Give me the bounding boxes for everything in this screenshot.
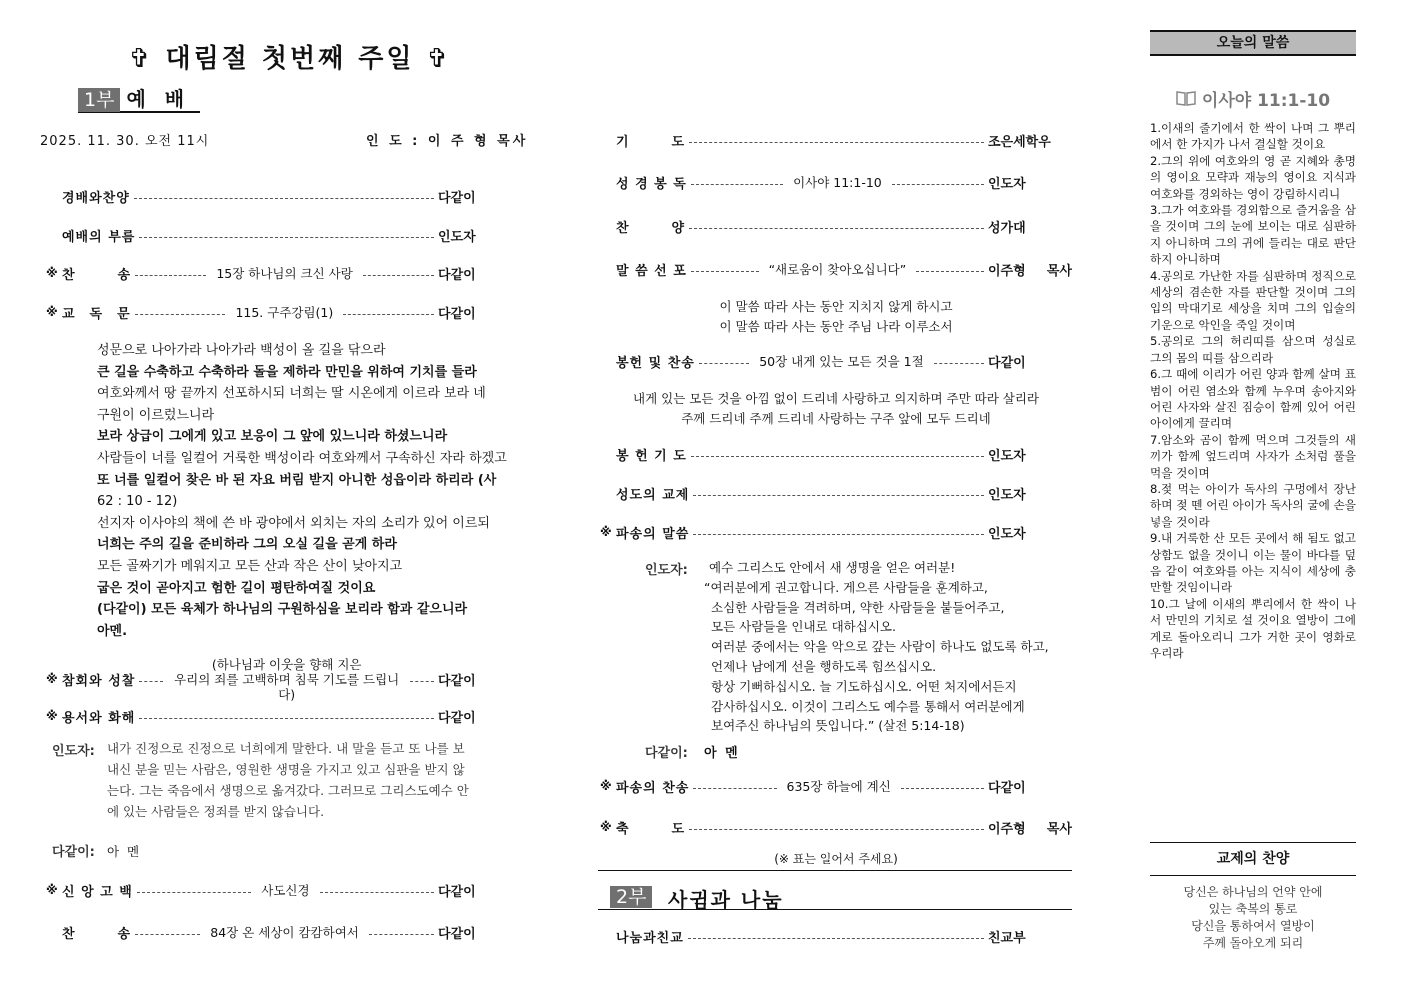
sidebar-heading: 오늘의 말씀 — [1150, 30, 1356, 56]
order-row: 기 도 조은세학우 — [616, 134, 1051, 150]
part2-label: 사귐과 나눔 — [668, 888, 784, 912]
order-row: 성 경 봉 독 이사야 11:1-10 인도자 — [616, 175, 1026, 192]
sending-all-label: 다같이: — [645, 746, 688, 761]
part1-label: 예 배 — [126, 87, 191, 111]
scripture-text: 1.이새의 줄기에서 한 싹이 나며 그 뿌리에서 한 가지가 나서 결실할 것이요 2.그의 위에 여호와의 영 곧 지혜와 총명의 영이요 모략과 재능의 영이요 지식과 여호와를 경외하는 영이 강림하시리니 3.그가 여호와를 경외함으로 즐거움을 삼을 것이며 그의 눈에 보이는 대로 심판하지 아니하며 그의 귀에 들리는 대로 판단하지 아니하며 4.공의로 가난한 자를 심판하며 정직으로 세상의 겸손한 자를 판단할 것이며 그의 입의 막대기로 세상을 치며 그의 입술의 기운으로 악인을 죽일 것이며 5.공의로 그의 허리띠를 삼으며 성실로 그의 몸의 띠를 삼으리라 6.그 때에 이리가 어린 양과 함께 살며 표범이 어린 염소와 함께 누우며 송아지와 어린 사자와 살진 짐승이 함께 있어 어린 아이에게 끌리며 7.암소와 곰이 함께 먹으며 그것들의 새끼가 함께 엎드리며 사자가 소처럼 풀을 먹을 것이며 8.젖 먹는 아이가 독사의 구멍에서 장난하며 젖 뗀 어린 아이가 독사의 굴에 손을 넣을 것이라 9.내 거룩한 산 모든 곳에서 해 됨도 없고 상함도 없을 것이니 이는 물이 바다를 덮음 같이 여호와를 아는 지식이 세상에 충만할 것임이니라 10.그 날에 이새의 뿌리에서 한 싹이 나서 만민의 기치로 설 것이요 열방이 그에게로 돌아오리니 그가 거한 곳이 영화로우리라 — [1150, 121, 1356, 660]
order-row: 경배와찬양 다같이 — [62, 190, 476, 206]
forgive-all-text: 아 멘 — [107, 844, 142, 859]
part1-heading — [78, 87, 200, 113]
order-row: ※ 찬 송 15장 하나님의 크신 사랑 다같이 — [46, 266, 476, 283]
part2-heading — [598, 870, 1072, 910]
order-row: 나눔과친교 친교부 — [616, 930, 1026, 946]
order-row: ※ 교 독 문 115. 구주강림(1) 다같이 — [46, 305, 476, 322]
page-title: ✞ 대림절 첫번째 주일 ✞ — [128, 44, 452, 74]
part1-number: 1부 — [78, 88, 120, 112]
offering-hymn-lines: 내게 있는 모든 것을 아낌 없이 드리네 사랑하고 의지하며 주만 따라 살리라 주께 드리네 주께 드리네 사랑하는 구주 앞에 모두 드리네 — [633, 391, 1039, 426]
fellowship-hymn-lyrics: 당신은 하나님의 언약 안에 있는 축복의 통로 당신을 통하여서 열방이 주께 돌아오게 되리 — [1183, 885, 1323, 950]
part2-number: 2부 — [610, 886, 652, 908]
sending-leader-label: 인도자: — [645, 563, 688, 578]
sending-all-text: 아 멘 — [704, 746, 740, 761]
forgive-all-label: 다같이: — [52, 845, 95, 860]
order-row: ※ 신 앙 고 백 사도신경 다같이 — [46, 883, 476, 900]
order-row: 봉 헌 기 도 인도자 — [616, 448, 1026, 464]
fellowship-hymn-heading: 교제의 찬양 — [1150, 842, 1356, 876]
order-row: 성도의 교제 인도자 — [616, 487, 1026, 503]
order-row: ※ 파송의 말씀 인도자 — [600, 525, 1026, 542]
service-leader: 인 도 : 이 주 형 목사 — [366, 134, 529, 149]
stand-note: (※ 표는 일어서 주세요) — [774, 852, 898, 866]
book-icon — [1176, 90, 1196, 111]
verse-reference — [1150, 86, 1356, 111]
forgive-leader-label: 인도자: — [52, 744, 95, 759]
order-row: 예배의 부름 인도자 — [62, 229, 476, 245]
verse-ref-text: 이사야 11:1-10 — [1201, 91, 1331, 111]
order-row-confession: ※ 참회와 성찰 (하나님과 이웃을 향해 지은 우리의 죄를 고백하며 침묵 기도를 드립니다) 다같이 — [46, 656, 476, 702]
order-row: 말 씀 선 포 “새로움이 찾아오십니다” 이주형 목사 — [616, 262, 1072, 279]
sermon-lines: 이 말씀 따라 사는 동안 지치지 않게 하시고 이 말씀 따라 사는 동안 주님 나라 이루소서 — [719, 299, 953, 334]
responsive-reading: 성문으로 나아가라 나아가라 백성이 올 길을 닦으라 큰 길을 수축하고 수축하라 돌을 제하라 만민을 위하여 기치를 들라 여호와께서 땅 끝까지 선포하시되 너희는 딸 시온에게 이르라 보라 네 구원이 이르렀느니라 보라 상급이 그에게 있고 보응이 그 앞에 있느니라 하셨느니라 사람들이 너를 일컬어 거룩한 백성이라 여호와께서 구속하신 자라 하겠고 또 너를 일컬어 찾은 바 된 자요 버림 받지 아니한 성읍이라 하리라 (사 62 : 10 - 12) 선지자 이사야의 책에 쓴 바 광야에서 외치는 자의 소리가 있어 이르되 너희는 주의 길을 준비하라 그의 오실 길을 곧게 하라 모든 골짜기가 메워지고 모든 산과 작은 산이 낮아지고 굽은 것이 곧아지고 험한 길이 평탄하여질 것이요 (다같이) 모든 육체가 하나님의 구원하심을 보리라 함과 같으니라 아멘. — [97, 343, 507, 639]
order-row: ※ 용서와 화해 다같이 — [46, 709, 476, 726]
order-row-offering: 봉헌 및 찬송 50장 내게 있는 모든 것을 1절 다같이 — [616, 354, 1026, 371]
service-datetime: 2025. 11. 30. 오전 11시 — [40, 134, 210, 149]
order-row: 찬 송 84장 온 세상이 캄캄하여서 다같이 — [62, 925, 476, 942]
order-row: ※ 축 도 이주형 목사 — [600, 820, 1072, 837]
sending-text: 예수 그리스도 안에서 새 생명을 얻은 여러분! “여러분에게 권고합니다. 게으른 사람들을 훈계하고, 소심한 사람들을 격려하며, 약한 사람들을 붙들어주고, 모든 사람들을 인내로 대하십시오. 여러분 중에서는 악을 악으로 갚는 사람이 하나도 없도록 하고, 언제나 남에게 선을 행하도록 힘쓰십시오. 항상 기뻐하십시오. 늘 기도하십시오. 어떤 처지에서든지 감사하십시오. 이것이 그리스도 예수를 통해서 여러분에게 보여주신 하나님의 뜻입니다.” (살전 5:14-18) — [704, 560, 1049, 734]
order-row: ※ 파송의 찬송 635장 하늘에 계신 다같이 — [600, 779, 1026, 796]
forgive-text: 내가 진정으로 진정으로 너희에게 말한다. 내 말을 듣고 또 나를 보 내신 분을 믿는 사람은, 영원한 생명을 가지고 있고 심판을 받지 않 는다. 그는 죽음에서 생명으로 옮겨갔다. 그러므로 그리스도예수 안 에 있는 사람들은 정죄를 받지 않습니다. — [107, 741, 469, 819]
order-row: 찬 양 성가대 — [616, 220, 1026, 236]
